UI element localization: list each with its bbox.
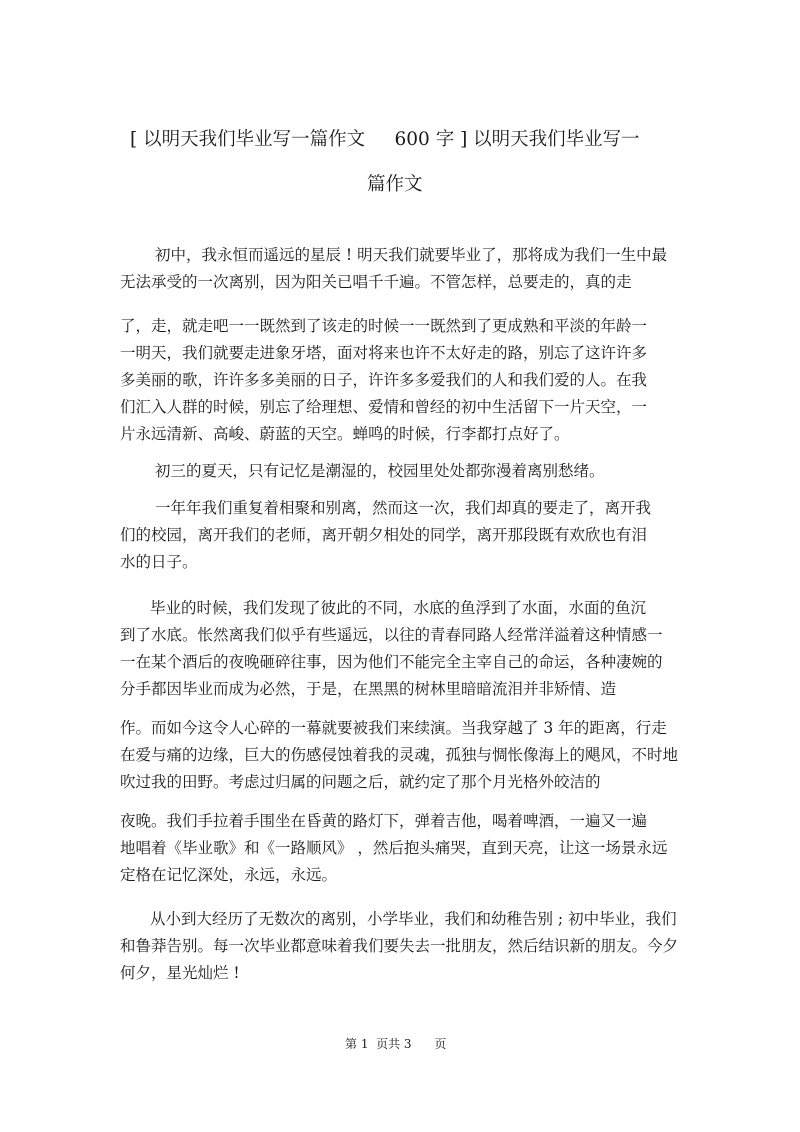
paragraph-1-line-4: 一明天，我们就要走进象牙塔，面对将来也许不太好走的路，别忘了这许许多 bbox=[120, 344, 648, 362]
paragraph-4-line-2: 到了水底。怅然离我们似乎有些遥远，以往的青春同路人经常洋溢着这种情感一 bbox=[120, 626, 663, 644]
paragraph-4-line-4: 分手都因毕业而成为必然，于是，在黑黑的树林里暗暗流泪并非矫情、造 bbox=[120, 680, 617, 698]
document-title-line-2: 篇作文 bbox=[367, 174, 423, 195]
paragraph-1-line-7: 片永远清新、高峻、蔚蓝的天空。蝉鸣的时候，行李都打点好了。 bbox=[120, 425, 570, 443]
paragraph-4-line-5: 作。而如今这令人心碎的一幕就要被我们来续演。当我穿越了 3 年的距离，行走 bbox=[120, 719, 667, 737]
paragraph-2-line-1: 初三的夏天，只有记忆是潮湿的，校园里处处都弥漫着离别愁绪。 bbox=[155, 462, 605, 480]
document-title-line-1: [ 以明天我们毕业写一篇作文 600 字 ] 以明天我们毕业写一 bbox=[130, 129, 640, 150]
paragraph-4-line-6: 在爱与痛的边缘，巨大的伤感侵蚀着我的灵魂，孤独与惆怅像海上的飓风，不时地 bbox=[120, 746, 679, 764]
paragraph-1-line-3: 了，走，就走吧一一既然到了该走的时候一一既然到了更成熟和平淡的年龄一 bbox=[120, 317, 648, 335]
paragraph-4-line-8: 夜晚。我们手拉着手围坐在昏黄的路灯下，弹着吉他，喝着啤酒，一遍又一遍 bbox=[120, 812, 648, 830]
paragraph-4-line-9: 地唱着《毕业歌》和《一路顺风》 ，然后抱头痛哭，直到天亮，让这一场景永远 bbox=[120, 839, 668, 857]
paragraph-3-line-2: 们的校园，离开我们的老师，离开朝夕相处的同学，离开那段既有欢欣也有泪 bbox=[120, 526, 648, 544]
paragraph-5-line-1: 从小到大经历了无数次的离别，小学毕业，我们和幼稚告别 ; 初中毕业，我们 bbox=[150, 910, 677, 928]
page-number-footer: 第 1 页共 3 页 bbox=[345, 1037, 447, 1051]
paragraph-4-line-10: 定格在记忆深处，永远，永远。 bbox=[120, 866, 338, 884]
paragraph-3-line-3: 水的日子。 bbox=[120, 553, 198, 571]
paragraph-1-line-5: 多美丽的歌，许许多多美丽的日子，许许多多爱我们的人和我们爱的人。在我 bbox=[120, 371, 648, 389]
paragraph-1-line-1: 初中，我永恒而遥远的星辰 ! 明天我们就要毕业了，那将成为我们一生中最 bbox=[155, 246, 668, 264]
paragraph-3-line-1: 一年年我们重复着相聚和别离，然而这一次，我们却真的要走了，离开我 bbox=[155, 499, 652, 517]
paragraph-4-line-3: 一在某个酒后的夜晚砸碎往事，因为他们不能完全主宰自己的命运，各种凄婉的 bbox=[120, 653, 663, 671]
paragraph-5-line-3: 何夕，星光灿烂 ! bbox=[120, 964, 240, 982]
paragraph-1-line-2: 无法承受的一次离别，因为阳关已唱千千遍。不管怎样，总要走的，真的走 bbox=[120, 273, 632, 291]
paragraph-5-line-2: 和鲁莽告别。每一次毕业都意味着我们要失去一批朋友，然后结识新的朋友。今夕 bbox=[120, 937, 679, 955]
paragraph-1-line-6: 们汇入人群的时候，别忘了给理想、爱情和曾经的初中生活留下一片天空，一 bbox=[120, 398, 648, 416]
paragraph-4-line-7: 吹过我的田野。考虑过归属的问题之后，就约定了那个月光格外皎洁的 bbox=[120, 773, 601, 791]
paragraph-4-line-1: 毕业的时候，我们发现了彼此的不同，水底的鱼浮到了水面，水面的鱼沉 bbox=[150, 599, 647, 617]
